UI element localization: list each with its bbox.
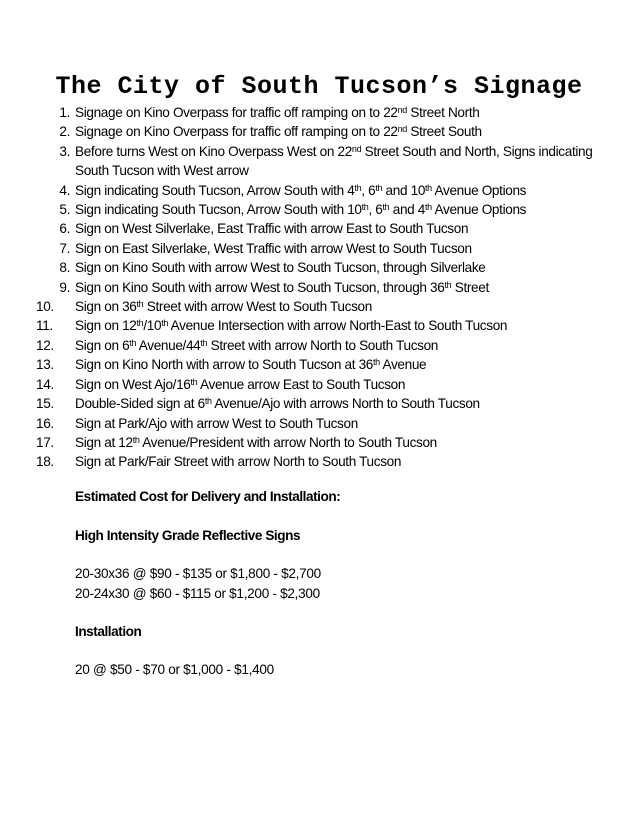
list-item: [42, 278, 602, 297]
ordinal-suffix: th: [161, 318, 168, 329]
list-item-number: 15.: [36, 396, 54, 412]
ordinal-suffix: th: [354, 182, 362, 193]
cost-heading: Estimated Cost for Delivery and Installation:: [75, 489, 341, 504]
list-item-number: 16.: [36, 415, 54, 431]
list-item: [36, 452, 602, 471]
list-item-number: 18.: [36, 454, 54, 470]
list-item-text: Signage on Kino Overpass for traffic off ramping on to 22nd Street South: [75, 124, 482, 140]
list-item: [42, 103, 602, 122]
list-item-text: Signage on Kino Overpass for traffic off ramping on to 22nd Street North: [75, 105, 480, 120]
installation-price-line: 20 @ $50 - $70 or $1,000 - $1,400: [75, 662, 274, 677]
list-item-number: 4.: [59, 182, 70, 198]
ordinal-suffix: th: [425, 202, 432, 213]
list-item-number: 14.: [36, 376, 54, 392]
list-item-text: Sign at 12th Avenue/President with arrow North to South Tucson: [75, 434, 437, 450]
page-title: The City of South Tucson’s Signage: [55, 72, 583, 101]
list-item-number: 10.: [36, 299, 54, 315]
list-item: [36, 433, 602, 452]
list-item-text: Sign on 6th Avenue/44th Street with arrow North to South Tucson: [75, 337, 439, 353]
sign-price-line: 20-30x36 @ $90 - $135 or $1,800 - $2,700: [75, 566, 321, 581]
list-item-number: 3.: [59, 143, 70, 159]
list-item: [36, 316, 602, 335]
ordinal-suffix: th: [190, 376, 198, 387]
ordinal-suffix: th: [204, 396, 212, 407]
list-item-text: Before turns West on Kino Overpass West on 22nd Street South and North, Signs indicating South Tucson with West arrow: [75, 143, 593, 179]
ordinal-suffix: nd: [397, 124, 407, 135]
list-item-number: 11.: [36, 318, 53, 334]
list-item-number: 9.: [59, 279, 70, 295]
ordinal-suffix: th: [375, 182, 383, 193]
list-item-text: Sign on 12th/10th Avenue Intersection with arrow North-East to South Tucson: [75, 318, 508, 334]
list-item-number: 5.: [59, 202, 70, 218]
list-item: [42, 122, 602, 141]
ordinal-suffix: th: [132, 434, 140, 445]
ordinal-suffix: th: [129, 337, 137, 348]
list-item-text: Sign on Kino South with arrow West to South Tucson, through Silverlake: [75, 260, 486, 276]
list-item-number: 17.: [36, 434, 54, 450]
ordinal-suffix: th: [373, 357, 380, 368]
list-item-number: 1.: [59, 105, 70, 120]
list-item: [42, 219, 602, 238]
list-item: [36, 355, 602, 374]
signage-list: [36, 103, 602, 472]
list-item-text: Sign indicating South Tucson, Arrow South with 10th, 6th and 4th Avenue Options: [75, 202, 527, 218]
list-item-text: Sign on Kino South with arrow West to South Tucson, through 36th Street: [75, 279, 489, 295]
ordinal-suffix: th: [361, 202, 369, 213]
ordinal-suffix: th: [425, 182, 432, 193]
list-item-number: 7.: [59, 240, 70, 256]
ordinal-suffix: nd: [397, 105, 407, 115]
list-item-number: 6.: [59, 221, 70, 237]
list-item-text: Double-Sided sign at 6th Avenue/Ajo with arrows North to South Tucson: [75, 396, 480, 412]
list-item: [42, 258, 602, 277]
list-item-text: Sign on West Silverlake, East Traffic with arrow East to South Tucson: [75, 221, 469, 237]
list-item-text: Sign on 36th Street with arrow West to South Tucson: [75, 299, 372, 315]
list-item-number: 12.: [36, 337, 54, 353]
list-item-number: 2.: [59, 124, 70, 140]
ordinal-suffix: th: [382, 202, 390, 213]
list-item-text: Sign at Park/Fair Street with arrow North to South Tucson: [75, 454, 402, 470]
list-item: [42, 200, 602, 219]
list-item: [36, 394, 602, 413]
list-item: [42, 239, 602, 258]
ordinal-suffix: nd: [351, 143, 362, 154]
installation-heading: Installation: [75, 624, 142, 639]
list-item-text: Sign on West Ajo/16th Avenue arrow East to South Tucson: [75, 376, 406, 392]
list-item: [36, 297, 602, 316]
list-item-text: Sign on Kino North with arrow to South Tucson at 36th Avenue: [75, 357, 427, 373]
ordinal-suffix: th: [200, 337, 208, 348]
list-item-text: Sign on East Silverlake, West Traffic with arrow West to South Tucson: [75, 240, 472, 256]
list-item-number: 13.: [36, 357, 54, 373]
list-item: [36, 375, 602, 394]
list-item-text: Sign at Park/Ajo with arrow West to South Tucson: [75, 415, 358, 431]
list-item: [42, 142, 602, 181]
list-item: [36, 336, 602, 355]
ordinal-suffix: th: [136, 318, 144, 329]
list-item: [42, 181, 602, 200]
ordinal-suffix: th: [136, 299, 144, 310]
sign-price-line: 20-24x30 @ $60 - $115 or $1,200 - $2,300: [75, 586, 320, 601]
list-item-number: 8.: [59, 260, 70, 276]
ordinal-suffix: th: [444, 279, 452, 290]
list-item: [36, 414, 602, 433]
signs-heading: High Intensity Grade Reflective Signs: [75, 528, 301, 543]
list-item-text: Sign indicating South Tucson, Arrow South with 4th, 6th and 10th Avenue Options: [75, 182, 527, 198]
